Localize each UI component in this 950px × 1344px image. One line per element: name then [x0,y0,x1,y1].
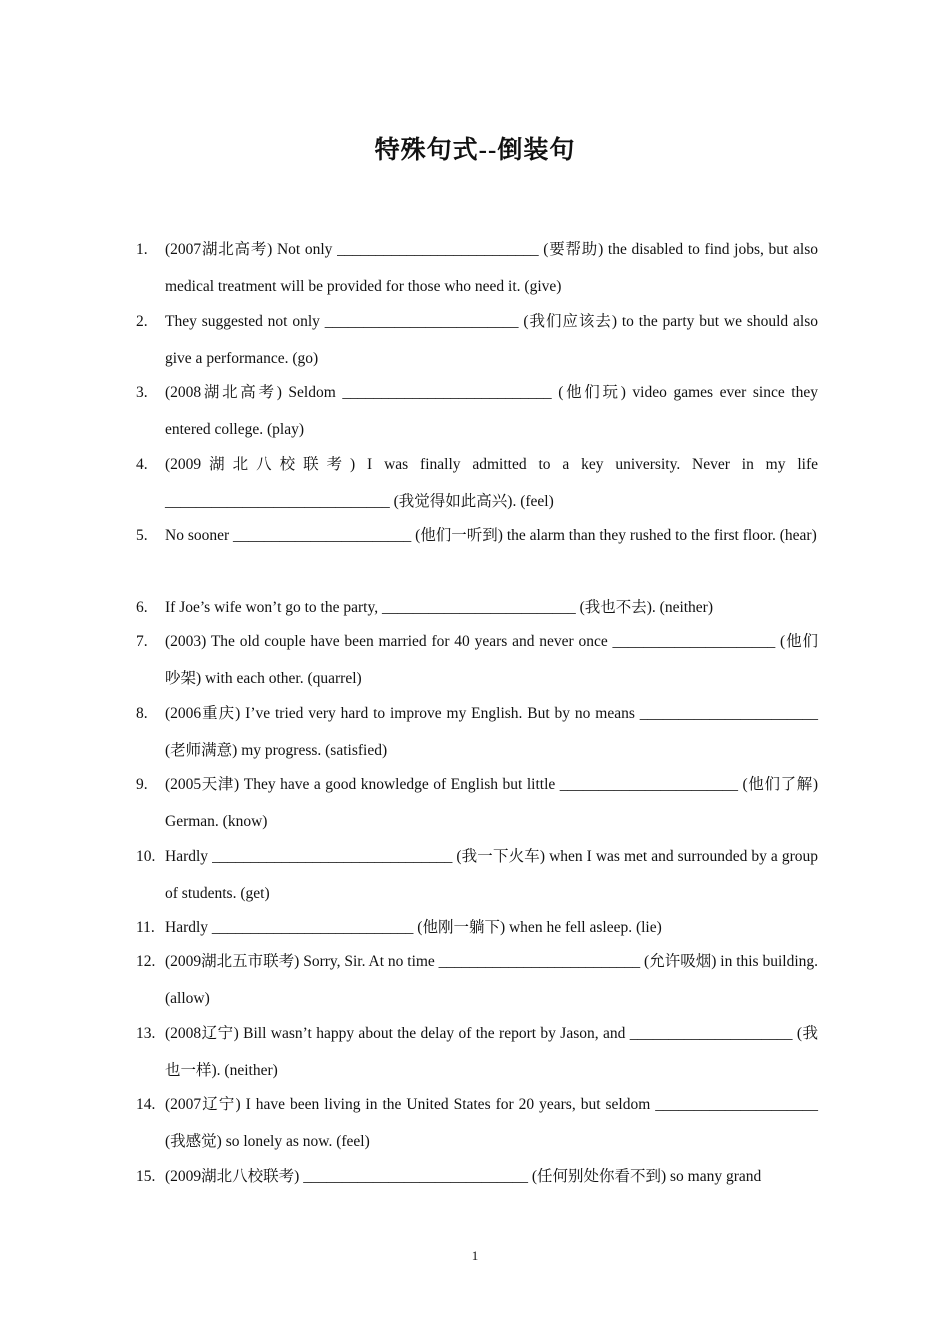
question-number: 3. [136,384,148,401]
question-item [136,766,818,840]
question-text: (2003) The old couple have been married for 40 years and never once _____________________ (他们吵架) with each other. (quarrel) [165,633,818,687]
question-text: (2005天津) They have a good knowledge of English but little _______________________ (他们了解) German. (know) [165,776,818,830]
question-number: 13. [136,1025,156,1042]
question-text: Hardly _______________________________ (我一下火车) when I was met and surrounded by a group of students. (get) [165,848,818,902]
question-text: Hardly __________________________ (他刚一躺下) when he fell asleep. (lie) [165,919,662,936]
question-item [136,838,818,912]
question-item [136,909,818,946]
page-title: 特殊句式--倒装句 [374,137,576,164]
question-text: If Joe’s wife won’t go to the party, _________________________ (我也不去). (neither) [165,599,714,616]
question-text: (2009湖北八校联考) I was finally admitted to a key university. Never in my life _____________________________ (我觉得如此高兴). (feel) [165,456,818,510]
question-item [136,374,818,448]
question-item [136,231,818,305]
question-item [136,1086,818,1160]
question-text: (2007辽宁) I have been living in the United States for 20 years, but seldom _____________________ (我感觉) so lonely as now. (feel) [165,1096,818,1150]
question-number: 15. [136,1168,156,1185]
page-number: 1 [471,1248,479,1263]
question-item [136,623,818,697]
question-number: 1. [136,241,148,258]
question-item [136,695,818,769]
question-text: They suggested not only _________________________ (我们应该去) to the party but we should also give a performance. (go) [165,313,818,367]
question-number: 11. [136,919,155,936]
question-text: (2009湖北八校联考) _____________________________ (任何别处你看不到) so many grand [165,1168,762,1185]
question-number: 12. [136,953,156,970]
question-item [136,943,818,1017]
question-number: 14. [136,1096,156,1113]
question-number: 6. [136,599,148,616]
question-item [136,589,818,626]
question-number: 7. [136,633,148,650]
question-text: No sooner _______________________ (他们一听到) the alarm than they rushed to the first floor. (hear) [165,527,817,544]
question-item [136,1015,818,1089]
question-text: (2006重庆) I’ve tried very hard to improve my English. But by no means _______________________ (老师满意) my progress. (satisfied) [165,705,818,759]
question-item [136,517,818,554]
question-text: (2008湖北高考) Seldom ___________________________ (他们玩) video games ever since they entered college. (play) [165,384,818,438]
question-number: 2. [136,313,148,330]
question-number: 8. [136,705,148,722]
question-number: 4. [136,456,148,473]
question-text: (2008辽宁) Bill wasn’t happy about the delay of the report by Jason, and _____________________ (我也一样). (neither) [165,1025,818,1079]
question-text: (2007湖北高考) Not only __________________________ (要帮助) the disabled to find jobs, but also medical treatment will be provided for those who need it. (give) [165,241,818,295]
question-text: (2009湖北五市联考) Sorry, Sir. At no time __________________________ (允许吸烟) in this building. (allow) [165,953,819,1007]
question-item [136,446,818,520]
question-number: 9. [136,776,148,793]
question-number: 10. [136,848,156,865]
question-item [136,1158,818,1195]
question-item [136,303,818,377]
question-number: 5. [136,527,148,544]
